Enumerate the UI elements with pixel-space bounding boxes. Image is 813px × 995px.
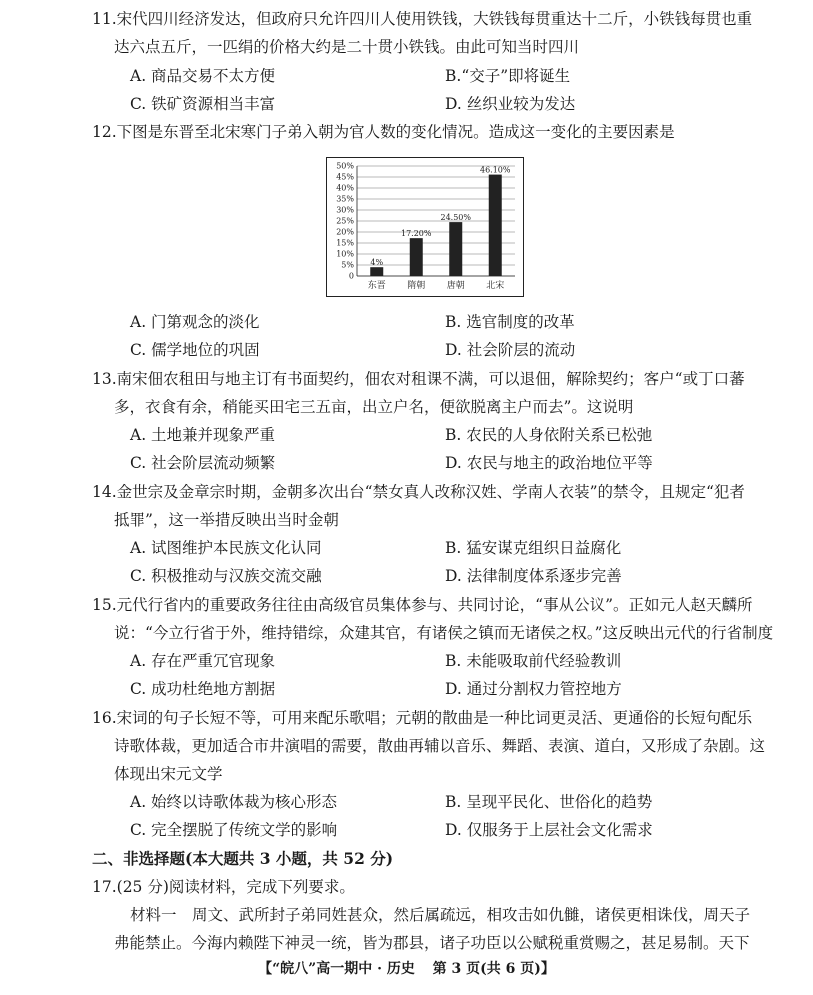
q11-option-a: A. 商品交易不太方便 <box>130 67 276 85</box>
q16-stem-line3: 体现出宋元文学 <box>114 765 223 783</box>
x-tick-label: 唐朝 <box>446 281 465 291</box>
data-label: 46.10% <box>479 165 511 175</box>
y-tick-label: 30% <box>336 205 354 215</box>
bar <box>449 222 462 276</box>
q12-option-d: D. 社会阶层的流动 <box>445 341 576 359</box>
q15-option-c: C. 成功杜绝地方割据 <box>130 680 276 698</box>
data-label: 17.20% <box>400 229 432 239</box>
bar-chart-svg <box>327 158 523 296</box>
q16-option-d: D. 仅服务于上层社会文化需求 <box>445 821 653 839</box>
q14-option-a: A. 试图维护本民族文化认同 <box>130 539 322 557</box>
q11-option-d: D. 丝织业较为发达 <box>445 95 576 113</box>
q15-stem-line1: 15.元代行省内的重要政务往往由高级官员集体参与、共同讨论，“事从公议”。正如元人赵天麟所 <box>92 596 753 614</box>
y-tick-label: 5% <box>341 260 354 270</box>
q12-stem-line1: 12.下图是东晋至北宋寒门子弟入朝为官人数的变化情况。造成这一变化的主要因素是 <box>92 123 675 141</box>
x-tick-label: 隋朝 <box>407 281 426 291</box>
q11-option-b: B.“交子”即将诞生 <box>445 67 571 85</box>
q11-stem-line2: 达六点五斤，一匹绢的价格大约是二十贯小铁钱。由此可知当时四川 <box>114 38 580 56</box>
q16-option-b: B. 呈现平民化、世俗化的趋势 <box>445 793 653 811</box>
q14-stem-line1: 14.金世宗及金章宗时期，金朝多次出台“禁女真人改称汉姓、学南人衣装”的禁令，且规定“犯者 <box>92 483 745 501</box>
y-tick-label: 50% <box>336 161 354 171</box>
q12-option-a: A. 门第观念的淡化 <box>130 313 260 331</box>
bar <box>489 175 502 276</box>
x-tick-label: 北宋 <box>486 281 505 291</box>
y-tick-label: 25% <box>336 216 354 226</box>
q11-option-c: C. 铁矿资源相当丰富 <box>130 95 276 113</box>
page-footer <box>0 958 813 978</box>
q15-option-a: A. 存在严重冗官现象 <box>130 652 276 670</box>
q15-option-b: B. 未能吸取前代经验教训 <box>445 652 622 670</box>
q11-stem-line1: 11.宋代四川经济发达，但政府只允许四川人使用铁钱，大铁钱每贯重达十二斤，小铁钱每贯也重 <box>92 10 753 28</box>
q15-stem-line2: 说：“今立行省于外，维持错综，众建其官，有诸侯之镇而无诸侯之权。”这反映出元代的行省制度 <box>114 624 774 642</box>
y-tick-label: 35% <box>336 194 354 204</box>
q16-option-a: A. 始终以诗歌体裁为核心形态 <box>130 793 338 811</box>
q16-option-c: C. 完全摆脱了传统文学的影响 <box>130 821 338 839</box>
q13-option-d: D. 农民与地主的政治地位平等 <box>445 454 653 472</box>
y-tick-label: 10% <box>336 249 354 259</box>
q17-material1-line2: 弗能禁止。今海内赖陛下神灵一统，皆为郡县，诸子功臣以公赋税重赏赐之，甚足易制。天下 <box>114 934 750 952</box>
bar <box>410 238 423 276</box>
q17-material1-line1: 材料一 周文、武所封子弟同姓甚众，然后属疏远，相攻击如仇雠，诸侯更相诛伐，周天子 <box>130 906 751 924</box>
q12-option-c: C. 儒学地位的巩固 <box>130 341 260 359</box>
y-tick-label: 0 <box>348 271 354 281</box>
y-tick-label: 45% <box>336 172 354 182</box>
q16-stem-line1: 16.宋词的句子长短不等，可用来配乐歌唱；元朝的散曲是一种比词更灵活、更通俗的长短句配乐 <box>92 709 753 727</box>
q16-stem-line2: 诗歌体裁，更加适合市井演唱的需要，散曲再辅以音乐、舞蹈、表演、道白，又形成了杂剧。这 <box>114 737 766 755</box>
footer-page-info: 第 3 页(共 6 页)】 <box>432 961 555 977</box>
bar <box>370 267 383 276</box>
q13-stem-line1: 13.南宋佃农租田与地主订有书面契约，佃农对租课不满，可以退佃，解除契约；客户“或丁口蕃 <box>92 370 745 388</box>
y-tick-label: 20% <box>336 227 354 237</box>
footer-exam-title: 【“皖八”高一期中 · 历史 <box>258 961 415 977</box>
q13-option-b: B. 农民的人身依附关系已松弛 <box>445 426 653 444</box>
bar-chart <box>326 157 524 297</box>
q13-stem-line2: 多，衣食有余，稍能买田宅三五亩，出立户名，便欲脱离主户而去”。这说明 <box>114 398 634 416</box>
q14-option-b: B. 猛安谋克组织日益腐化 <box>445 539 622 557</box>
data-label: 24.50% <box>440 213 472 223</box>
q15-option-d: D. 通过分割权力管控地方 <box>445 680 622 698</box>
q14-stem-line2: 抵罪”，这一举措反映出当时金朝 <box>114 511 339 529</box>
section-2-heading: 二、非选择题(本大题共 3 小题，共 52 分) <box>92 849 394 868</box>
q17-stem: 17.(25 分)阅读材料，完成下列要求。 <box>92 878 355 896</box>
q13-option-c: C. 社会阶层流动频繁 <box>130 454 276 472</box>
q14-option-d: D. 法律制度体系逐步完善 <box>445 567 622 585</box>
data-label: 4% <box>370 258 384 268</box>
y-tick-label: 40% <box>336 183 354 193</box>
q12-option-b: B. 选官制度的改革 <box>445 313 575 331</box>
x-tick-label: 东晋 <box>367 281 386 291</box>
y-tick-label: 15% <box>336 238 354 248</box>
q13-option-a: A. 土地兼并现象严重 <box>130 426 276 444</box>
q14-option-c: C. 积极推动与汉族交流交融 <box>130 567 322 585</box>
